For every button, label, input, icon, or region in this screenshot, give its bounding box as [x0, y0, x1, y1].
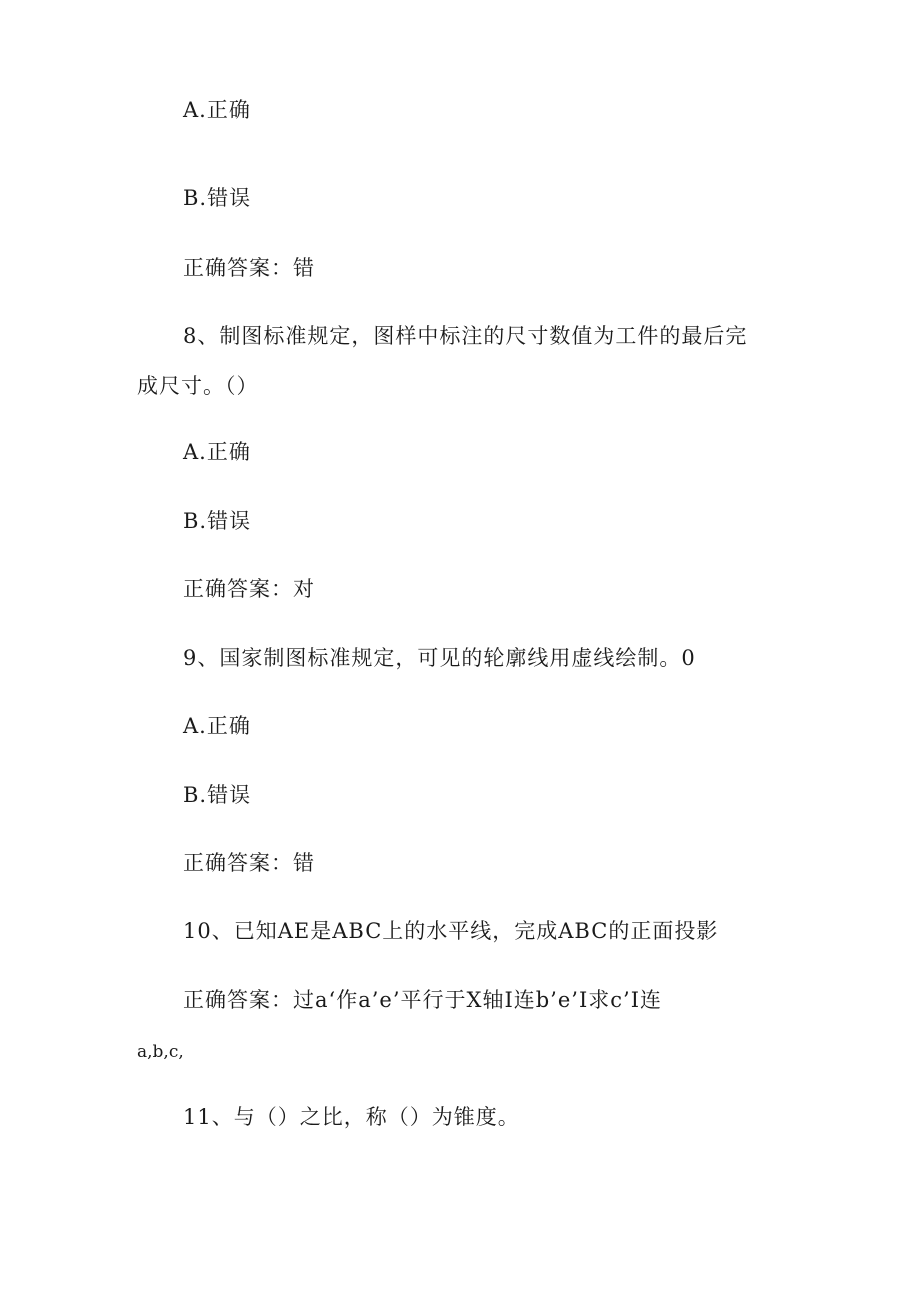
option-a: A.正确	[183, 98, 251, 122]
question-10: 10、已知AE是ABC上的水平线，完成ABC的正面投影	[183, 919, 719, 943]
answer-text-line-1: 正确答案：过a‘作a’e’平行于X轴I连b’e’I求c’I连	[183, 988, 662, 1012]
option-a: A.正确	[183, 440, 251, 464]
option-b: B.错误	[183, 509, 252, 533]
answer-text: 正确答案：对	[183, 577, 315, 601]
question-9: 9、国家制图标准规定，可见的轮廓线用虚线绘制。0	[183, 646, 696, 670]
question-8-line-1: 8、制图标准规定，图样中标注的尺寸数值为工件的最后完	[183, 324, 748, 348]
option-a: A.正确	[183, 714, 251, 738]
answer-text-line-2: a,b,c,	[137, 1042, 184, 1062]
option-b: B.错误	[183, 783, 252, 807]
answer-text: 正确答案：错	[183, 851, 315, 875]
question-8-line-2: 成尺寸。（）	[137, 374, 259, 398]
option-b: B.错误	[183, 186, 252, 210]
question-11: 11、与（）之比，称（）为锥度。	[183, 1105, 520, 1129]
answer-text: 正确答案：错	[183, 256, 315, 280]
